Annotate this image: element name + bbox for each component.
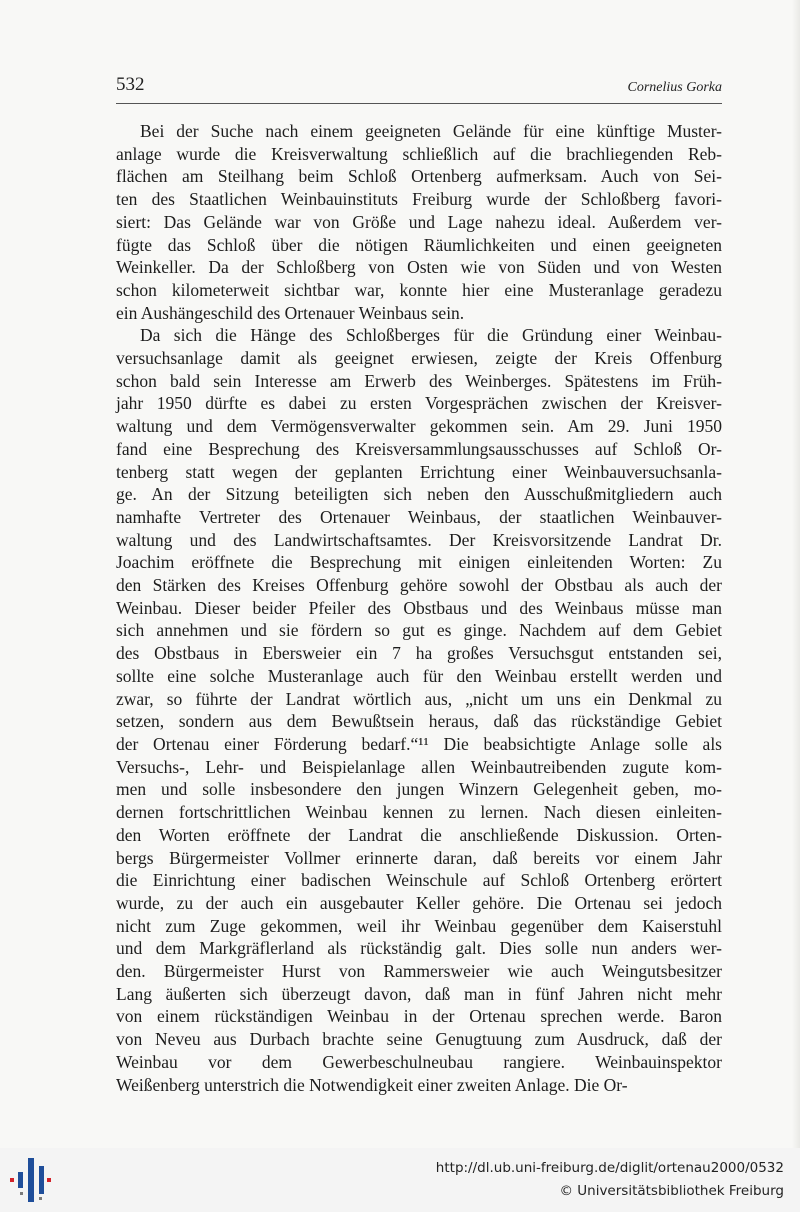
text-line: schon bald sein Interesse am Erwerb des Weinberges. Spätestens im Früh- <box>116 370 722 391</box>
text-line: des Obstbaus in Ebersweier ein 7 ha großes Versuchsgut entstanden sei, <box>116 643 722 664</box>
text-line: tenberg statt wegen der geplanten Errichtung einer Weinbauversuchsanla- <box>116 461 722 482</box>
running-head: Cornelius Gorka <box>627 80 722 95</box>
text-line: ein Aushängeschild des Ortenauer Weinbaus sein. <box>116 302 465 323</box>
text-line: Weinkeller. Da der Schloßberg von Osten wie von Süden und von Westen <box>116 257 722 278</box>
header-rule <box>116 103 722 104</box>
text-line: fand eine Besprechung des Kreisversammlungsausschusses auf Schloß Or- <box>116 438 722 459</box>
text-line: die Einrichtung einer badischen Weinschule auf Schloß Ortenberg erörtert <box>116 870 722 891</box>
text-line: zwar, so führte der Landrat wörtlich aus, „nicht um uns ein Denkmal zu <box>116 688 722 709</box>
text-line: waltung und des Landwirtschaftsamtes. Der Kreisvorsitzende Landrat Dr. <box>116 529 722 550</box>
text-line: ge. An der Sitzung beteiligten sich neben den Ausschußmitgliedern auch <box>116 484 722 505</box>
text-line: von einem rückständigen Weinbau in der Ortenau sprechen werde. Baron <box>116 1006 722 1027</box>
text-line: sollte eine solche Musteranlage auch für den Weinbau erstellt werden und <box>116 665 722 686</box>
text-line: von Neveu aus Durbach brachte seine Genugtuung zum Ausdruck, daß der <box>116 1029 722 1050</box>
text-line: waltung und dem Vermögensverwalter gekommen sein. Am 29. Juni 1950 <box>116 416 722 437</box>
text-line: dernen fortschrittlichen Weinbau kennen zu lernen. Nach diesen einleiten- <box>116 802 722 823</box>
text-line: schon kilometerweit sichtbar war, konnte hier eine Musteranlage geradezu <box>116 279 722 300</box>
text-line: versuchsanlage damit als geeignet erwiesen, zeigte der Kreis Offenburg <box>116 348 722 369</box>
body-text <box>116 120 722 1096</box>
text-line: fügte das Schloß über die nötigen Räumlichkeiten und einen geeigneten <box>116 234 722 255</box>
text-line: flächen am Steilhang beim Schloß Ortenberg aufmerksam. Auch von Sei- <box>116 166 722 187</box>
text-line: nicht zum Zuge gekommen, weil ihr Weinbau gegenüber dem Kaiserstuhl <box>116 915 722 936</box>
text-line: und dem Markgräflerland als rückständig galt. Dies solle nun anders wer- <box>116 938 722 959</box>
text-line: Weinbau vor dem Gewerbeschulneubau rangiere. Weinbauinspektor <box>116 1051 722 1072</box>
text-line: der Ortenau einer Förderung bedarf.“¹¹ Die beabsichtigte Anlage solle als <box>116 733 722 754</box>
text-line: Versuchs-, Lehr- und Beispielanlage allen Weinbautreibenden zugute kom- <box>116 756 722 777</box>
text-line: siert: Das Gelände war von Größe und Lage nahezu ideal. Außerdem ver- <box>116 211 722 232</box>
permalink-url[interactable]: http://dl.ub.uni-freiburg.de/diglit/ortenau2000/0532 <box>435 1160 784 1176</box>
text-line: anlage wurde die Kreisverwaltung schließlich auf die brachliegenden Reb- <box>116 143 722 164</box>
text-line: jahr 1950 dürfte es dabei zu ersten Vorgesprächen zwischen der Kreisver- <box>116 393 722 414</box>
ub-freiburg-logo-icon[interactable] <box>10 1158 52 1202</box>
copyright-notice: © Universitätsbibliothek Freiburg <box>559 1183 784 1199</box>
viewer-footer <box>0 1148 800 1212</box>
paragraph-2 <box>116 324 722 1096</box>
text-line: Weinbau. Dieser beider Pfeiler des Obstbaus und des Weinbaus müsse man <box>116 597 722 618</box>
text-line: wurde, zu der auch ein ausgebauter Keller gehöre. Die Ortenau sei jedoch <box>116 892 722 913</box>
text-line: setzen, sondern aus dem Bewußtsein heraus, daß das rückständige Gebiet <box>116 711 722 732</box>
text-line: Bei der Suche nach einem geeigneten Gelände für eine künftige Muster- <box>140 121 722 141</box>
text-line: den Stärken des Kreises Offenburg gehöre sowohl der Obstbau als auch der <box>116 575 722 596</box>
paragraph-1 <box>116 120 722 324</box>
text-line: Joachim eröffnete die Besprechung mit einigen einleitenden Worten: Zu <box>116 552 722 573</box>
text-line: den. Bürgermeister Hurst von Rammersweier wie auch Weingutsbesitzer <box>116 961 722 982</box>
text-line: namhafte Vertreter des Ortenauer Weinbaus, der staatlichen Weinbauver- <box>116 506 722 527</box>
text-line: sich annehmen und sie fördern so gut es ginge. Nachdem auf dem Gebiet <box>116 620 722 641</box>
text-line: Weißenberg unterstrich die Notwendigkeit einer zweiten Anlage. Die Or- <box>116 1074 628 1095</box>
text-line: Da sich die Hänge des Schloßberges für die Gründung einer Weinbau- <box>140 325 722 346</box>
text-line: Lang äußerten sich überzeugt davon, daß man in fünf Jahren nicht mehr <box>116 983 722 1004</box>
page-number: 532 <box>116 74 145 95</box>
text-line: men und solle insbesondere den jungen Winzern Gelegenheit geben, mo- <box>116 779 722 800</box>
text-line: bergs Bürgermeister Vollmer erinnerte daran, daß bereits vor einem Jahr <box>116 847 722 868</box>
text-line: den Worten eröffnete der Landrat die anschließende Diskussion. Orten- <box>116 824 722 845</box>
text-line: ten des Staatlichen Weinbauinstituts Freiburg wurde der Schloßberg favori- <box>116 189 722 210</box>
